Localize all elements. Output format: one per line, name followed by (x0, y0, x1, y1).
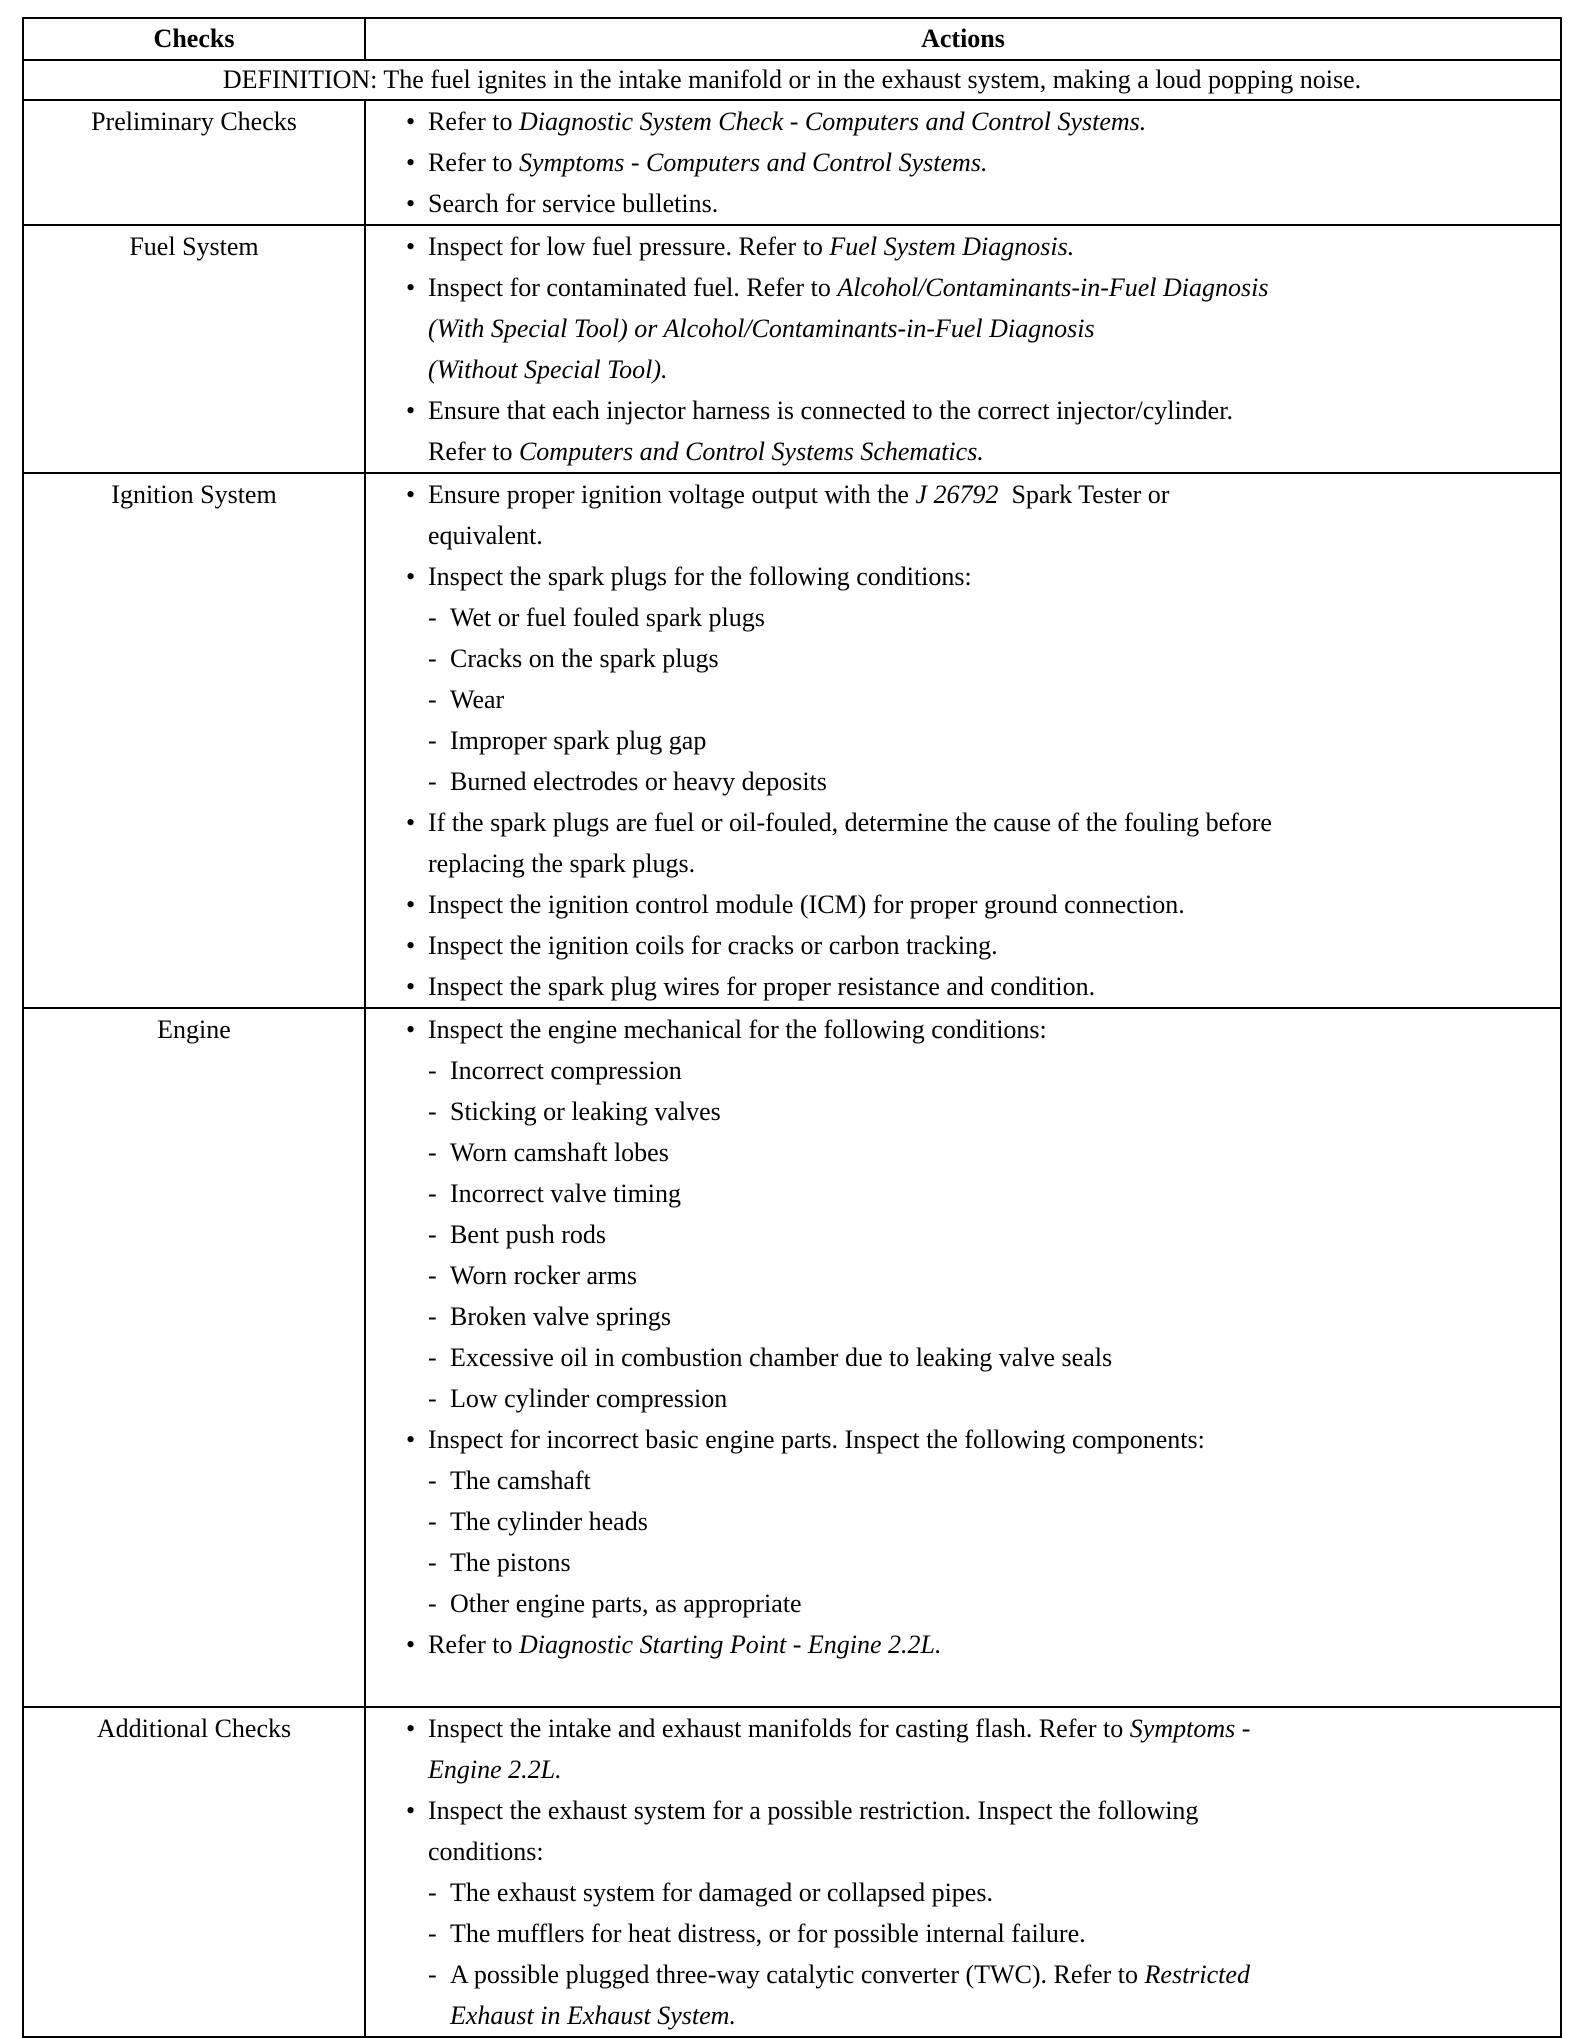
line-text: Low cylinder compression (450, 1384, 728, 1413)
table-body (23, 60, 1561, 2037)
table-row (23, 1008, 1561, 1707)
bullet-item (406, 802, 1560, 843)
sub-item (406, 1460, 1560, 1501)
check-label: Ignition System (111, 480, 277, 509)
line-text: Inspect for contaminated fuel. Refer to (428, 273, 838, 302)
check-label: Additional Checks (96, 1714, 292, 1743)
check-cell (23, 100, 365, 225)
bullet-marker: • (406, 148, 416, 177)
line-text: A possible plugged three-way catalytic converter (TWC). Refer to (450, 1960, 1145, 1989)
sub-item (406, 1337, 1560, 1378)
sub-item (406, 1173, 1560, 1214)
dash-marker: - (428, 1138, 437, 1167)
sub-item (406, 679, 1560, 720)
dash-marker: - (428, 1056, 437, 1085)
line-text: Ensure that each injector harness is connected to the correct injector/cylinder. (428, 396, 1233, 425)
diagnostic-table (22, 17, 1562, 2038)
bullet-item (406, 142, 1560, 183)
dash-marker: - (428, 767, 437, 796)
line-text: Worn camshaft lobes (450, 1138, 669, 1167)
table-row (23, 1707, 1561, 2037)
line-text: The cylinder heads (450, 1507, 648, 1536)
line-text: Broken valve springs (450, 1302, 671, 1331)
line-text: Refer to (428, 1630, 519, 1659)
line-text: Inspect the spark plug wires for proper resistance and condition. (428, 972, 1096, 1001)
bullet-item (406, 884, 1560, 925)
continuation-line (406, 843, 1560, 884)
checks-column-header: Checks (23, 18, 365, 60)
actions-cell (365, 100, 1561, 225)
definition-row (23, 60, 1561, 100)
sub-item (406, 1255, 1560, 1296)
bullet-item (406, 1790, 1560, 1831)
line-text: Inspect for incorrect basic engine parts. Inspect the following components: (428, 1425, 1205, 1454)
bullet-item (406, 226, 1560, 267)
bullet-item (406, 1708, 1560, 1749)
bullet-marker: • (406, 1714, 416, 1743)
bullet-item (406, 1009, 1560, 1050)
line-text: Inspect the ignition coils for cracks or carbon tracking. (428, 931, 998, 960)
bullet-marker: • (406, 1796, 416, 1825)
continuation-line (406, 431, 1560, 472)
line-text: The exhaust system for damaged or collapsed pipes. (450, 1878, 993, 1907)
reference-text: Diagnostic Starting Point - Engine 2.2L. (518, 1630, 942, 1659)
sub-item (406, 1501, 1560, 1542)
check-cell (23, 473, 365, 1008)
line-text: conditions: (428, 1837, 544, 1866)
reference-text: Restricted (1144, 1960, 1250, 1989)
bullet-marker: • (406, 972, 416, 1001)
blank-line (406, 1665, 1560, 1706)
dash-marker: - (428, 1589, 437, 1618)
sub-item (406, 1132, 1560, 1173)
check-label: Engine (157, 1015, 231, 1044)
continuation-line (406, 1995, 1560, 2036)
line-text: The mufflers for heat distress, or for possible internal failure. (450, 1919, 1086, 1948)
dash-marker: - (428, 1302, 437, 1331)
reference-text: Diagnostic System Check - Computers and Control Systems. (518, 107, 1147, 136)
bullet-item (406, 101, 1560, 142)
line-text: Search for service bulletins. (428, 189, 719, 218)
line-text: Refer to (428, 107, 519, 136)
line-text: Bent push rods (450, 1220, 606, 1249)
bullet-item (406, 474, 1560, 515)
sub-item (406, 761, 1560, 802)
sub-item (406, 720, 1560, 761)
reference-text: Symptoms - (1129, 1714, 1251, 1743)
continuation-line (406, 308, 1560, 349)
sub-item (406, 638, 1560, 679)
check-cell (23, 1707, 365, 2037)
line-text: Inspect the engine mechanical for the following conditions: (428, 1015, 1047, 1044)
line-text: Inspect the intake and exhaust manifolds for casting flash. Refer to (428, 1714, 1130, 1743)
bullet-marker: • (406, 232, 416, 261)
dash-marker: - (428, 1179, 437, 1208)
sub-item (406, 1091, 1560, 1132)
line-text: Improper spark plug gap (450, 726, 707, 755)
line-text: Inspect for low fuel pressure. Refer to (428, 232, 830, 261)
line-text: Incorrect compression (450, 1056, 682, 1085)
actions-cell (365, 473, 1561, 1008)
line-text: Refer to (428, 148, 519, 177)
line-text: Excessive oil in combustion chamber due to leaking valve seals (450, 1343, 1113, 1372)
header-row (23, 18, 1561, 60)
check-cell (23, 1008, 365, 1707)
reference-text: Symptoms - Computers and Control Systems. (518, 148, 988, 177)
bullet-marker: • (406, 189, 416, 218)
bullet-item (406, 267, 1560, 308)
actions-cell (365, 1008, 1561, 1707)
reference-text: Computers and Control Systems Schematics. (518, 437, 984, 466)
bullet-marker: • (406, 1630, 416, 1659)
dash-marker: - (428, 1466, 437, 1495)
table-row (23, 473, 1561, 1008)
bullet-item (406, 183, 1560, 224)
line-text: Cracks on the spark plugs (450, 644, 719, 673)
table-row (23, 100, 1561, 225)
check-cell (23, 225, 365, 473)
line-text: Spark Tester or (998, 480, 1170, 509)
dash-marker: - (428, 1220, 437, 1249)
dash-marker: - (428, 1343, 437, 1372)
dash-marker: - (428, 1261, 437, 1290)
line-text: The pistons (450, 1548, 571, 1577)
bullet-marker: • (406, 107, 416, 136)
bullet-marker: • (406, 273, 416, 302)
sub-item (406, 1050, 1560, 1091)
line-text: equivalent. (428, 521, 543, 550)
bullet-marker: • (406, 931, 416, 960)
bullet-item (406, 556, 1560, 597)
reference-text: Engine 2.2L. (428, 1755, 562, 1784)
reference-text: (With Special Tool) or Alcohol/Contaminants-in-Fuel Diagnosis (428, 314, 1095, 343)
sub-item (406, 1214, 1560, 1255)
bullet-item (406, 390, 1560, 431)
line-text: If the spark plugs are fuel or oil-fouled, determine the cause of the fouling before (428, 808, 1272, 837)
line-text: replacing the spark plugs. (428, 849, 696, 878)
sub-item (406, 1378, 1560, 1419)
continuation-line (406, 1749, 1560, 1790)
line-text: Wet or fuel fouled spark plugs (450, 603, 765, 632)
check-label: Preliminary Checks (91, 107, 297, 136)
bullet-marker: • (406, 1015, 416, 1044)
line-text: Burned electrodes or heavy deposits (450, 767, 827, 796)
dash-marker: - (428, 603, 437, 632)
line-text: Incorrect valve timing (450, 1179, 682, 1208)
reference-text: Exhaust in Exhaust System. (450, 2001, 736, 2030)
dash-marker: - (428, 1548, 437, 1577)
bullet-marker: • (406, 562, 416, 591)
dash-marker: - (428, 1878, 437, 1907)
sub-item (406, 1954, 1560, 1995)
dash-marker: - (428, 1919, 437, 1948)
bullet-marker: • (406, 808, 416, 837)
table-row (23, 225, 1561, 473)
line-text: Other engine parts, as appropriate (450, 1589, 802, 1618)
reference-text: Fuel System Diagnosis. (829, 232, 1075, 261)
bullet-marker: • (406, 1425, 416, 1454)
line-text: Wear (450, 685, 505, 714)
line-text: Sticking or leaking valves (450, 1097, 721, 1126)
line-text: Inspect the exhaust system for a possible restriction. Inspect the following (428, 1796, 1199, 1825)
dash-marker: - (428, 1097, 437, 1126)
bullet-item (406, 925, 1560, 966)
sub-item (406, 597, 1560, 638)
reference-text: Alcohol/Contaminants-in-Fuel Diagnosis (837, 273, 1269, 302)
bullet-item (406, 1624, 1560, 1665)
line-text: Inspect the ignition control module (ICM) for proper ground connection. (428, 890, 1185, 919)
actions-cell (365, 1707, 1561, 2037)
dash-marker: - (428, 1960, 437, 1989)
line-text: Ensure proper ignition voltage output with the (428, 480, 916, 509)
line-text: The camshaft (450, 1466, 591, 1495)
sub-item (406, 1872, 1560, 1913)
sub-item (406, 1913, 1560, 1954)
definition-text: DEFINITION: The fuel ignites in the intake manifold or in the exhaust system, making a loud popping noise. (23, 60, 1561, 100)
reference-text: (Without Special Tool). (428, 355, 668, 384)
dash-marker: - (428, 1507, 437, 1536)
line-text: Refer to (428, 437, 519, 466)
dash-marker: - (428, 1384, 437, 1413)
dash-marker: - (428, 685, 437, 714)
bullet-item (406, 1419, 1560, 1460)
line-text: Inspect the spark plugs for the following conditions: (428, 562, 972, 591)
actions-column-header: Actions (365, 18, 1561, 60)
check-label: Fuel System (129, 232, 259, 261)
bullet-marker: • (406, 396, 416, 425)
continuation-line (406, 349, 1560, 390)
line-text: Worn rocker arms (450, 1261, 638, 1290)
sub-item (406, 1583, 1560, 1624)
dash-marker: - (428, 726, 437, 755)
bullet-marker: • (406, 890, 416, 919)
sub-item (406, 1296, 1560, 1337)
continuation-line (406, 515, 1560, 556)
reference-text: J 26792 (915, 480, 999, 509)
sub-item (406, 1542, 1560, 1583)
continuation-line (406, 1831, 1560, 1872)
dash-marker: - (428, 644, 437, 673)
actions-cell (365, 225, 1561, 473)
bullet-marker: • (406, 480, 416, 509)
bullet-item (406, 966, 1560, 1007)
